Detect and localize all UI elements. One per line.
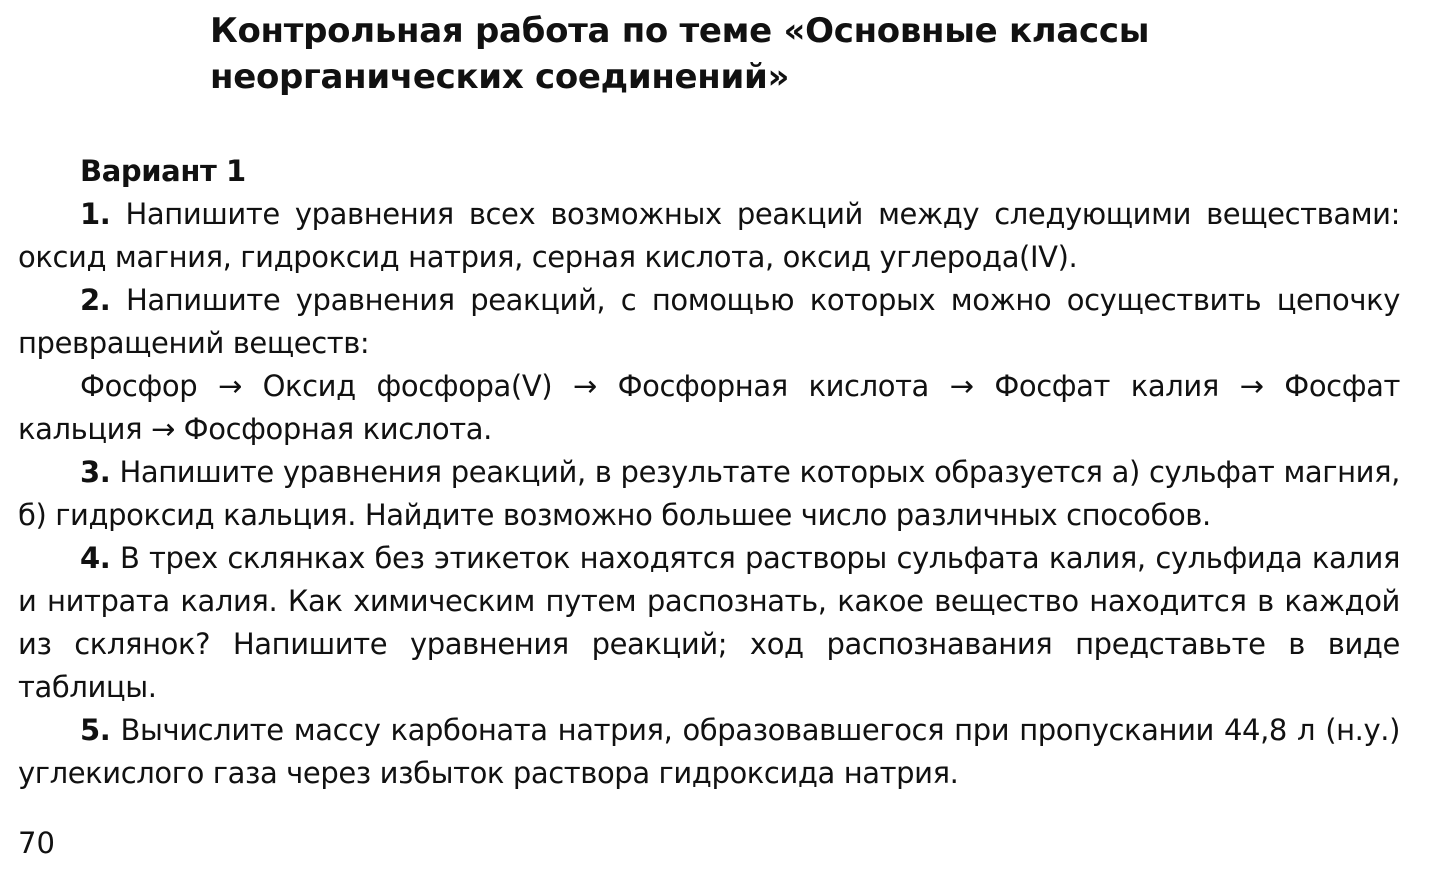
task-4: [18, 537, 1400, 709]
task-5: [18, 709, 1400, 795]
document-body: [18, 150, 1400, 795]
task-2-chain: Фосфор → Оксид фосфора(V) → Фосфорная кислота → Фосфат калия → Фосфат кальция → Фосфорная кислота.: [18, 369, 1400, 446]
variant-heading: Вариант 1: [80, 154, 246, 188]
task-text: Напишите уравнения реакций, в результате которых образуется а) сульфат магния, б) гидроксид кальция. Найдите возможно большее число различных способов.: [18, 455, 1400, 532]
task-number: 4.: [80, 541, 111, 575]
task-1: [18, 193, 1400, 279]
task-text: Напишите уравнения всех возможных реакций между следующими веществами: оксид магния, гидроксид натрия, серная кислота, оксид углерода(IV).: [18, 197, 1400, 274]
page-number: 70: [18, 826, 55, 860]
task-text: В трех склянках без этикеток находятся растворы сульфата калия, сульфида калия и нитрата калия. Как химическим путем распознать, какое вещество находится в каждой из склянок? Напишите уравнения реакций; ход распознавания представьте в виде таблицы.: [18, 541, 1400, 704]
task-3: [18, 451, 1400, 537]
task-number: 3.: [80, 455, 111, 489]
task-2: [18, 279, 1400, 365]
task-text: Вычислите массу карбоната натрия, образовавшегося при пропускании 44,8 л (н.у.) углекислого газа через избыток раствора гидроксида натрия.: [18, 713, 1400, 790]
task-number: 2.: [80, 283, 111, 317]
document-title: Контрольная работа по теме «Основные классы неорганических соединений»: [210, 11, 1150, 97]
task-text: Напишите уравнения реакций, с помощью которых можно осуществить цепочку превращений веществ:: [18, 283, 1400, 360]
task-number: 5.: [80, 713, 111, 747]
task-number: 1.: [80, 197, 111, 231]
